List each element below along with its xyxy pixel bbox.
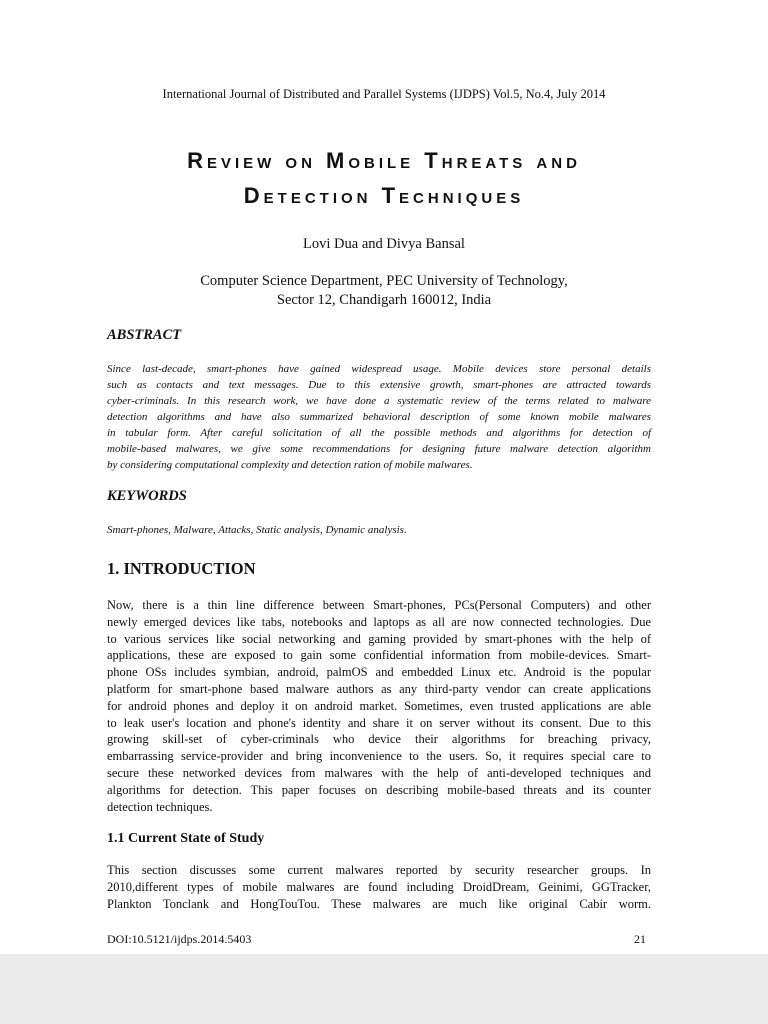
abstract-heading: ABSTRACT [107,327,182,343]
body-line: Now, there is a thin line difference between Smart-phones, PCs(Personal Computers) and other [107,598,651,612]
affiliation-line: Sector 12, Chandigarh 160012, India [276,292,492,308]
introduction-heading: 1. INTRODUCTION [107,559,256,578]
body-line: Plankton Tonclank and HongTouTou. These malwares are much like original Cabir worm. [107,896,651,911]
body-line: growing skill-set of cyber-criminals who device their algorithms for breaching privacy, [107,732,651,747]
authors: Lovi Dua and Divya Bansal [303,236,465,252]
body-line: 2010,different types of mobile malwares are found including DroidDream, Geinimi, GGTracker, [107,879,651,894]
current-state-text [107,862,651,912]
body-line: phone OSs includes symbian, android, palmOS and embedded Linux etc. Android is the popular [107,665,651,680]
body-line: newly emerged devices like tabs, notebooks and laptops as all are now connected technologies. Due [107,614,651,629]
abstract-line: cyber-criminals. In this research work, we have done a systematic review of the terms related to malware [107,395,651,407]
abstract-text [107,361,651,473]
introduction-text [107,597,651,815]
affiliation-line: Computer Science Department, PEC University of Technology, [200,273,568,289]
page-bottom-shadow [0,954,768,1024]
affiliation [0,272,768,310]
running-head: International Journal of Distributed and Parallel Systems (IJDPS) Vol.5, No.4, July 2014 [162,87,606,101]
title-line: Detection Techniques [243,183,525,208]
body-line: to various services like social networking and gaming provided by smart-phones with the help of [107,631,651,646]
body-line: This section discusses some current malwares reported by security researcher groups. In [107,863,651,877]
body-line: for android phones and deploy it on android market. Sometimes, even trusted applications are able [107,698,651,713]
keywords-heading: KEYWORDS [107,488,187,504]
title-line: Review on Mobile Threats and [187,148,581,173]
current-state-heading: 1.1 Current State of Study [107,831,265,846]
paper-title [0,143,768,213]
body-line: to leak user's location and phone's identity and share it on server without its consent. Due to this [107,715,651,730]
abstract-line: detection algorithms and have also summarized behavioral description of some known mobile malwares [107,411,651,423]
abstract-line: in tabular form. After careful solicitation of all the possible methods and algorithms for detection of [107,427,651,439]
abstract-line: Since last-decade, smart-phones have gained widespread usage. Mobile devices store personal details [107,363,651,375]
abstract-line: such as contacts and text messages. Due to this extensive growth, smart-phones are attracted towards [107,379,651,391]
abstract-line: mobile-based malwares, we give some recommendations for designing future malware detection algorithm [107,443,651,455]
body-line: detection techniques. [107,799,213,814]
abstract-line: by considering computational complexity and detection ration of mobile malwares. [107,459,473,471]
body-line: secure these networked devices from malwares with the help of anti-developed techniques and [107,765,651,780]
body-line: embarrassing service-provider and bring inconvenience to the users. So, it requires special care to [107,749,651,764]
page-number: 21 [634,932,646,946]
body-line: platform for smart-phone based malware authors as any third-party vendor can create applications [107,681,651,696]
doi: DOI:10.5121/ijdps.2014.5403 [107,932,252,946]
body-line: applications, these are exposed to gain some confidential information from mobile-devices. Smart- [107,648,651,663]
body-line: algorithms for detection. This paper focuses on describing mobile-based threats and its counter [107,782,651,797]
keywords-text: Smart-phones, Malware, Attacks, Static analysis, Dynamic analysis. [107,524,407,536]
